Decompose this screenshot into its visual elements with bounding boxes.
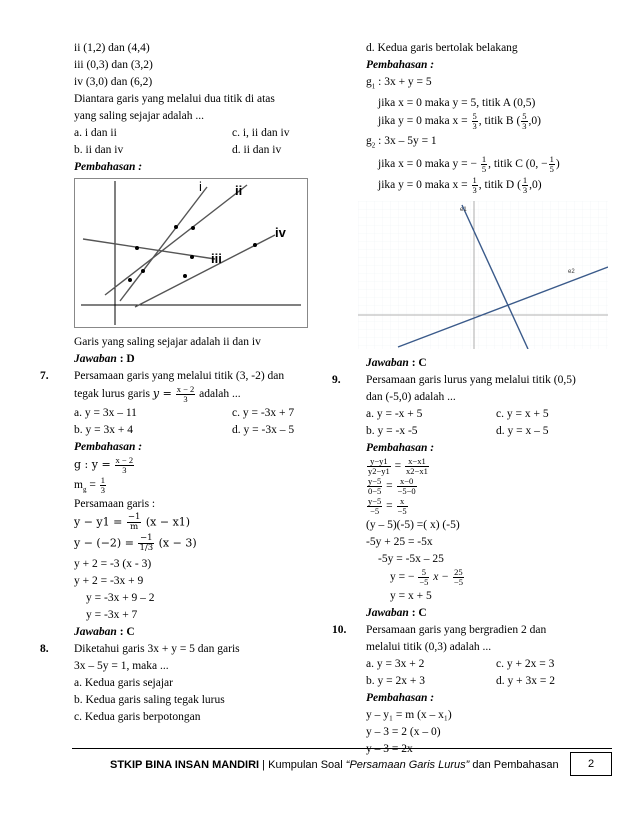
text-line: y – 3 = 2 (x – 0): [366, 725, 441, 738]
option-b: b. y = 2x + 3: [366, 674, 425, 687]
answer-line: [332, 605, 612, 622]
question-text: 3x – 5y = 1, maka ...: [74, 660, 169, 672]
text-span: tegak lurus garis: [74, 388, 151, 401]
fraction: [522, 176, 528, 195]
point: [128, 278, 132, 282]
numerator: x − 2: [115, 455, 134, 465]
fraction: [549, 155, 555, 174]
text-line: Diantara garis yang melalui dua titik di atas: [74, 93, 275, 105]
text-span: adalah ...: [199, 388, 241, 401]
denominator: −5−0: [397, 485, 416, 496]
line-ii: [105, 185, 247, 295]
math-span: : 3x – 5y = 1: [378, 135, 437, 148]
question-text: Persamaan garis yang melalui titik (3, -2) dan: [74, 370, 285, 382]
option-c: c. i, ii dan iv: [232, 127, 290, 139]
math-line: [40, 456, 312, 476]
math-line: [40, 513, 312, 534]
math-span: ,0): [529, 178, 542, 191]
footer-institution: STKIP BINA INSAN MANDIRI: [110, 759, 260, 771]
math-line: [332, 457, 612, 477]
label-ii: ii: [235, 183, 243, 198]
text-line: y = x + 5: [390, 589, 432, 602]
question-text: Persamaan garis lurus yang melalui titik (0,5): [366, 373, 576, 386]
answer-value: : C: [411, 606, 427, 619]
math-line: [332, 74, 612, 95]
fraction: [397, 497, 408, 516]
text-line: y – 3 = 2x: [366, 742, 413, 755]
answer-label: Jawaban: [74, 626, 117, 638]
math-line: [332, 155, 612, 176]
answer-label: Jawaban: [366, 606, 409, 619]
line-iii: [83, 239, 215, 259]
question-10: [332, 622, 612, 639]
numerator: y−5: [368, 475, 382, 486]
text-line: (y – 5)(-5) =( x) (-5): [366, 518, 460, 531]
point: [183, 274, 187, 278]
text-line: ii (1,2) dan (4,4): [74, 42, 150, 54]
option-b: b. y = 3x + 4: [74, 424, 133, 436]
denominator: −5: [370, 505, 380, 516]
option-row: [40, 422, 312, 439]
subscript: 2: [371, 141, 376, 150]
fraction: [418, 568, 429, 587]
option-row: [332, 406, 612, 423]
numerator: 25: [454, 566, 463, 577]
fraction: [397, 477, 417, 496]
line-i: [120, 187, 207, 301]
denominator: 1/3: [139, 543, 154, 553]
option-d: d. Kedua garis bertolak belakang: [366, 42, 518, 54]
label-i: i: [199, 179, 202, 194]
question-text: [40, 385, 312, 405]
fraction: [115, 456, 135, 475]
math-span: , titik D (: [478, 178, 521, 191]
denominator: 3: [100, 485, 105, 495]
math-span: m: [74, 479, 83, 492]
text-line: y = -3x + 9 – 2: [86, 592, 155, 604]
fraction: [127, 513, 142, 532]
math-span: =: [394, 459, 402, 472]
denominator: y2−y1: [368, 465, 390, 476]
subscript: 1: [371, 82, 376, 91]
option-c: c. y = x + 5: [496, 407, 549, 420]
question-number: 7.: [40, 370, 49, 382]
question-text: Persamaan garis yang bergradien 2 dan: [366, 623, 547, 636]
numerator: 1: [100, 475, 105, 485]
math-span: y − y1 =: [74, 515, 123, 529]
math-line: [332, 477, 612, 497]
question-text: Diketahui garis 3x + y = 5 dan garis: [74, 643, 240, 655]
denominator: x2−x1: [406, 465, 428, 476]
denominator: 5: [549, 163, 554, 174]
option-b: b. ii dan iv: [74, 144, 124, 156]
pembahasan-heading: Pembahasan :: [74, 441, 143, 453]
option-c: c. y + 2x = 3: [496, 657, 555, 670]
page-number: 2: [570, 752, 612, 776]
text-line: Persamaan garis :: [74, 498, 156, 510]
graph-svg: [75, 179, 307, 327]
fraction: [405, 457, 429, 476]
option-b: b. y = -x -5: [366, 424, 418, 437]
option-d: d. y = x – 5: [496, 424, 549, 437]
subscript: g: [82, 485, 87, 494]
numerator: y−y1: [367, 457, 391, 467]
denominator: 3: [122, 465, 127, 475]
math-line: [40, 476, 312, 496]
answer-label: Jawaban: [74, 353, 117, 365]
answer-line: [40, 624, 312, 641]
option-row: [332, 423, 612, 440]
fraction: [176, 385, 196, 404]
fraction: [472, 112, 478, 131]
option-row: [40, 125, 312, 142]
question-text: dan (-5,0) adalah ...: [366, 390, 456, 403]
fraction: [481, 155, 487, 174]
numerator: 1: [472, 174, 477, 185]
math-span: (x − 3): [158, 536, 197, 550]
numerator: 1: [481, 153, 487, 164]
denominator: 3: [522, 184, 528, 195]
math-span: =: [386, 499, 393, 512]
math-span: g : y =: [74, 458, 111, 472]
pembahasan-heading: Pembahasan :: [74, 161, 143, 173]
numerator: y−5: [368, 495, 382, 506]
denominator: 3: [472, 184, 477, 195]
fraction: [453, 568, 464, 587]
point: [141, 269, 145, 273]
numerator: x: [397, 497, 408, 507]
text-line: y + 2 = -3x + 9: [74, 575, 144, 587]
point: [174, 225, 178, 229]
denominator: −5: [453, 576, 463, 587]
label-e1: e1: [460, 206, 467, 213]
numerator: −1: [140, 533, 153, 543]
numerator: x−0: [397, 477, 417, 487]
question-8: [40, 641, 312, 658]
text-line: y – y₁ = m (x – x₁): [366, 708, 452, 721]
option-a: a. y = 3x + 2: [366, 657, 425, 670]
point: [191, 226, 195, 230]
option-d: d. ii dan iv: [232, 144, 282, 156]
numerator: x−x1: [405, 457, 429, 467]
math-line: [332, 133, 612, 154]
fraction: [367, 497, 382, 516]
grid: [358, 201, 608, 349]
text-line: y = -3x + 7: [86, 609, 138, 621]
option-a: a. y = -x + 5: [366, 407, 423, 420]
fraction: [367, 477, 382, 496]
math-line: [332, 112, 612, 133]
graph-svg: [358, 201, 608, 349]
point: [253, 243, 257, 247]
fraction: [367, 457, 391, 476]
denominator: 3: [183, 394, 188, 404]
denominator: 3: [522, 121, 527, 132]
question-9: [332, 372, 612, 389]
math-span: , titik C (0, −: [488, 157, 548, 170]
math-line: [332, 176, 612, 197]
math-span: (x − x1): [145, 515, 191, 529]
math-span: y − (−2) =: [74, 536, 134, 550]
footer-text: [110, 757, 559, 774]
fraction: [521, 112, 527, 131]
denominator: m: [130, 522, 139, 532]
text-line: -5y + 25 = -5x: [366, 535, 433, 548]
pembahasan-heading: Pembahasan :: [366, 691, 435, 704]
pembahasan-heading: Pembahasan :: [366, 441, 435, 454]
math-span: x −: [433, 570, 450, 583]
math-span: y = −: [390, 570, 415, 583]
option-d: d. y + 3x = 2: [496, 674, 555, 687]
option-row: [332, 673, 612, 690]
option-d: d. y = -3x – 5: [232, 424, 295, 436]
numerator: −1: [127, 512, 141, 522]
fraction: [138, 534, 154, 553]
math-span: : 3x + y = 5: [378, 76, 432, 88]
fraction: [472, 176, 478, 195]
math-span: =: [89, 479, 96, 492]
pembahasan-heading: Pembahasan :: [366, 59, 435, 71]
footer-rule: [72, 748, 612, 749]
text-line: -5y = -5x – 25: [378, 552, 444, 565]
math-span: ): [555, 157, 560, 170]
numerator: 1: [522, 174, 528, 185]
footer-text-part: dan Pembahasan: [469, 759, 559, 771]
math-span: jika y = 0 maka x =: [378, 178, 468, 191]
math-span: , titik B (: [478, 115, 521, 128]
text-line: yang saling sejajar adalah ...: [74, 110, 204, 122]
numerator: 5: [418, 568, 429, 578]
option-c: c. Kedua garis berpotongan: [74, 711, 201, 723]
text-line: jika x = 0 maka y = 5, titik A (0,5): [378, 97, 536, 110]
math-line: [40, 534, 312, 556]
math-span: jika y = 0 maka x =: [378, 115, 468, 128]
option-row: [40, 405, 312, 422]
answer-value: : C: [411, 356, 427, 369]
question-text: melalui titik (0,3) adalah ...: [366, 640, 492, 653]
option-a: a. y = 3x – 11: [74, 407, 137, 419]
text-line: y + 2 = -3 (x - 3): [74, 558, 152, 570]
option-row: [332, 656, 612, 673]
numerator: x − 2: [176, 384, 195, 394]
numerator: 5: [472, 111, 477, 122]
answer-line: [332, 355, 612, 372]
math-span: y =: [152, 387, 172, 401]
option-c: c. y = -3x + 7: [232, 407, 295, 419]
right-column: [332, 40, 612, 758]
math-span: =: [386, 479, 393, 492]
text-line: iii (0,3) dan (3,2): [74, 59, 153, 71]
math-line: [332, 568, 612, 588]
denominator: −5: [397, 505, 407, 516]
footer-separator: |: [259, 759, 269, 771]
question-7: [40, 368, 312, 385]
numerator: 5: [522, 111, 527, 122]
question-number: 9.: [332, 373, 341, 386]
math-span: g: [366, 76, 372, 88]
label-iv: iv: [275, 225, 286, 240]
math-line: [332, 497, 612, 517]
geogebra-graph-figure: [358, 201, 608, 349]
answer-value: : C: [119, 626, 135, 638]
footer-text-part: Kumpulan Soal: [268, 759, 346, 771]
denominator: −5: [419, 576, 429, 587]
option-row: [40, 142, 312, 159]
question-number: 10.: [332, 623, 347, 636]
question-number: 8.: [40, 643, 49, 655]
answer-line: [40, 351, 312, 368]
math-span: g: [366, 135, 372, 148]
footer-title: “Persamaan Garis Lurus”: [345, 759, 470, 771]
point: [190, 255, 194, 259]
line-graph-figure: [74, 178, 308, 328]
denominator: 3: [472, 121, 477, 132]
option-a: a. Kedua garis sejajar: [74, 677, 173, 689]
option-b: b. Kedua garis saling tegak lurus: [74, 694, 225, 706]
math-span: jika x = 0 maka y = −: [378, 157, 477, 170]
math-span: ,0): [528, 115, 541, 128]
option-a: a. i dan ii: [74, 127, 117, 139]
text-line: iv (3,0) dan (6,2): [74, 76, 153, 88]
denominator: 5: [481, 163, 487, 174]
numerator: 1: [549, 153, 554, 164]
fraction: [100, 476, 106, 495]
denominator: 0−5: [368, 485, 382, 496]
label-e2: e2: [568, 268, 575, 275]
label-iii: iii: [211, 251, 222, 266]
answer-label: Jawaban: [366, 356, 409, 369]
answer-value: : D: [119, 353, 135, 365]
left-column: [40, 40, 312, 726]
point: [135, 246, 139, 250]
text-line: Garis yang saling sejajar adalah ii dan iv: [74, 336, 261, 348]
